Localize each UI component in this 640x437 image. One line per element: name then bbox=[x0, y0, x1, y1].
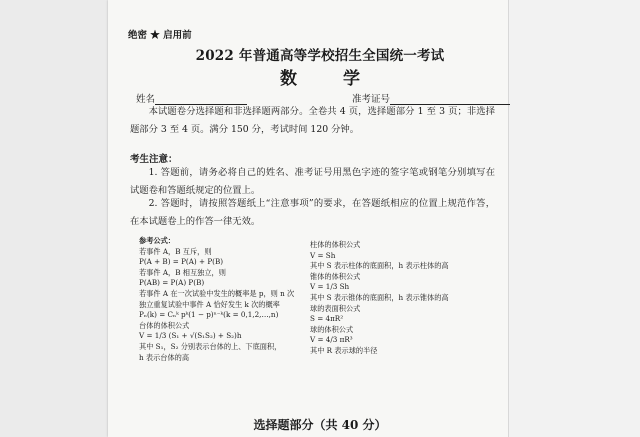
reference-formulas-right bbox=[310, 240, 500, 357]
formula-line: V = 1/3 Sh bbox=[310, 282, 350, 292]
formula-line: 球的表面积公式 bbox=[310, 303, 361, 313]
subject-title: 数 学 bbox=[280, 69, 380, 89]
formula-line: 其中 R 表示球的半径 bbox=[310, 345, 378, 355]
formula-line: P(AB) = P(A) P(B) bbox=[139, 278, 205, 288]
exam-title: 2022 年普通高等学校招生全国统一考试 bbox=[195, 48, 445, 64]
instructions-text: 本试题卷分选择题和非选择题两部分。全卷共 4 页，选择题部分 1 至 3 页；非选择题部分 3 至 4 页。满分 150 分，考试时间 120 分钟。 bbox=[130, 106, 495, 135]
formula-line: V = Sh bbox=[310, 250, 336, 260]
candidate-id-label: 准考证号 bbox=[352, 94, 391, 105]
formula-line: 若事件 A，B 互斥，则 bbox=[139, 246, 212, 256]
formula-line: h 表示台体的高 bbox=[139, 352, 190, 362]
formula-line: 若事件 A，B 相互独立，则 bbox=[139, 267, 226, 277]
note-item-1: 1. 答题前，请务必将自己的姓名、准考证号用黑色字迹的签字笔或钢笔分别填写在试题卷和答题纸规定的位置上。 bbox=[130, 167, 495, 196]
formula-line: P(A + B) = P(A) + P(B) bbox=[139, 257, 224, 267]
formula-line: 柱体的体积公式 bbox=[310, 240, 361, 249]
formula-line: 台体的体积公式 bbox=[139, 320, 190, 330]
formula-line: 锥体的体积公式 bbox=[310, 271, 361, 281]
formula-line: Pₙ(k) = Cₙᵏ pᵏ(1 − p)ⁿ⁻ᵏ(k = 0,1,2,…,n) bbox=[139, 310, 279, 320]
confidential-label: 绝密 ★ 启用前 bbox=[128, 30, 192, 41]
formula-line: 独立重复试验中事件 A 恰好发生 k 次的概率 bbox=[139, 299, 280, 309]
formula-line: S = 4πR² bbox=[310, 314, 344, 324]
reference-title: 参考公式： bbox=[139, 236, 175, 245]
reference-formulas-left bbox=[139, 236, 309, 363]
name-label: 姓名 bbox=[136, 94, 156, 105]
section-title: 选择题部分（共 40 分） bbox=[253, 418, 387, 432]
formula-line: V = 1/3 (S₁ + √(S₁S₂) + S₂)h bbox=[139, 331, 242, 341]
notes-title: 考生注意： bbox=[130, 154, 178, 165]
formula-line: 其中 S₁，S₂ 分别表示台体的上、下底面积， bbox=[139, 341, 282, 351]
formula-line: 其中 S 表示锥体的底面积，h 表示锥体的高 bbox=[310, 292, 449, 302]
note-item-2: 2. 答题时，请按照答题纸上“注意事项”的要求，在答题纸相应的位置上规范作答，在本试题卷上的作答一律无效。 bbox=[130, 198, 495, 227]
formula-line: 球的体积公式 bbox=[310, 324, 354, 334]
formula-line: 其中 S 表示柱体的底面积，h 表示柱体的高 bbox=[310, 261, 449, 271]
formula-line: V = 4/3 πR³ bbox=[310, 335, 353, 345]
formula-line: 若事件 A 在一次试验中发生的概率是 p，则 n 次 bbox=[139, 288, 295, 298]
